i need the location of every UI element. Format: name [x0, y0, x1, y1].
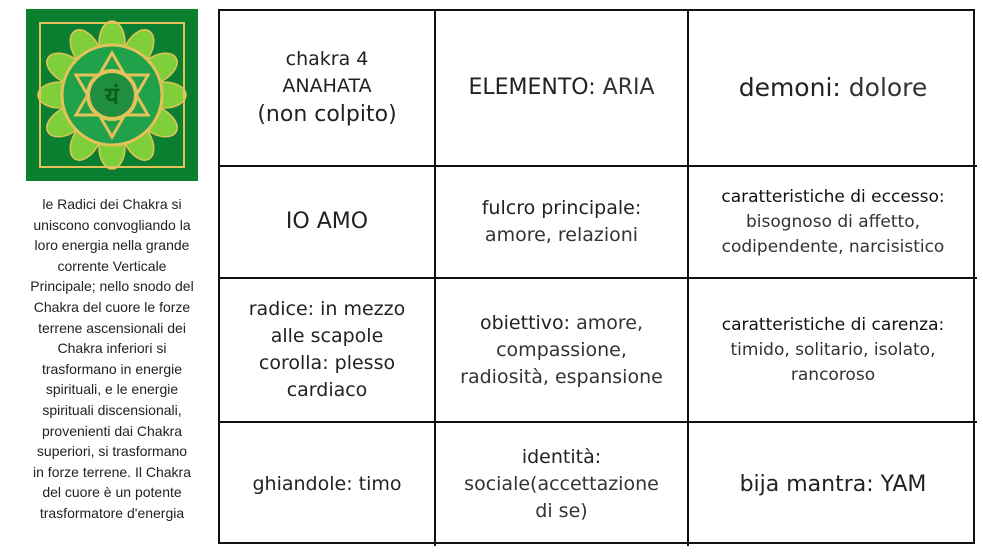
elemento-label: ELEMENTO:: [468, 75, 596, 100]
fulcro-value: amore, relazioni: [484, 224, 639, 246]
elemento-line: [468, 73, 654, 103]
cell-eccesso: [689, 167, 977, 279]
obiettivo-value-1: amore,: [576, 311, 644, 334]
cell-ghiandole: [220, 423, 436, 546]
demoni-line: [739, 72, 928, 104]
chakra-number: chakra 4: [285, 48, 369, 70]
svg-text:यं: यं: [105, 82, 119, 110]
carenza-label: caratteristiche di carenza:: [721, 314, 945, 335]
cell-bija-mantra: [689, 423, 977, 546]
obiettivo-line-3: radiosità, espansione: [460, 365, 663, 388]
cell-chakra-name: [220, 11, 436, 167]
carenza-line-2: rancoroso: [790, 364, 876, 385]
cell-obiettivo: [436, 279, 689, 423]
elemento-value: ARIA: [602, 75, 655, 100]
cell-io-amo: [220, 167, 436, 279]
obiettivo-line-1: [480, 310, 643, 337]
anahata-chakra-symbol: [26, 9, 198, 181]
carenza-line-1: timido, solitario, isolato,: [730, 339, 936, 360]
corolla-line-1: corolla: plesso: [258, 352, 396, 374]
chakra-info-table: [218, 9, 975, 544]
corolla-line-2: cardiaco: [286, 379, 368, 401]
chakra-description: le Radici dei Chakra si uniscono convogliando la loro energia nella grande corrente Verticale Principale; nello snodo del Chakra del cuore le forze terrene ascensionali dei Chakra inferiori si trasformano in energie spirituali, e le energie spirituali discensionali, provenienti dai Chakra superiori, si trasformano in forze terrene. Il Chakra del cuore è un potente trasformatore d'energia: [30, 196, 194, 521]
cell-identita: [436, 423, 689, 546]
obiettivo-label: obiettivo:: [479, 311, 571, 334]
chakra-sanskrit-name: ANAHATA: [282, 75, 372, 97]
identita-line-1: sociale(accettazione: [464, 473, 659, 495]
ghiandole-text: ghiandole: timo: [252, 473, 402, 495]
eccesso-line-2: codipendente, narcisistico: [721, 236, 945, 257]
cell-fulcro: [436, 167, 689, 279]
eccesso-label: caratteristiche di eccesso:: [721, 186, 945, 207]
cell-elemento: [436, 11, 689, 167]
io-amo-text: IO AMO: [285, 209, 369, 234]
radice-line-2: alle scapole: [270, 325, 384, 347]
demoni-label: demoni:: [738, 73, 841, 102]
bija-mantra-text: bija mantra: YAM: [739, 471, 927, 497]
cell-demoni: [689, 11, 977, 167]
eccesso-line-1: bisognoso di affetto,: [745, 211, 921, 232]
identita-label: identità:: [521, 446, 602, 468]
fulcro-label: fulcro principale:: [481, 197, 642, 219]
identita-line-2: di se): [535, 500, 588, 522]
demoni-value: dolore: [848, 73, 928, 102]
chakra-translation: (non colpito): [257, 102, 397, 127]
heart-chakra-icon: [26, 9, 198, 181]
cell-carenza: [689, 279, 977, 423]
cell-radice: [220, 279, 436, 423]
obiettivo-line-2: compassione,: [496, 338, 627, 361]
radice-line-1: radice: in mezzo: [248, 298, 406, 320]
